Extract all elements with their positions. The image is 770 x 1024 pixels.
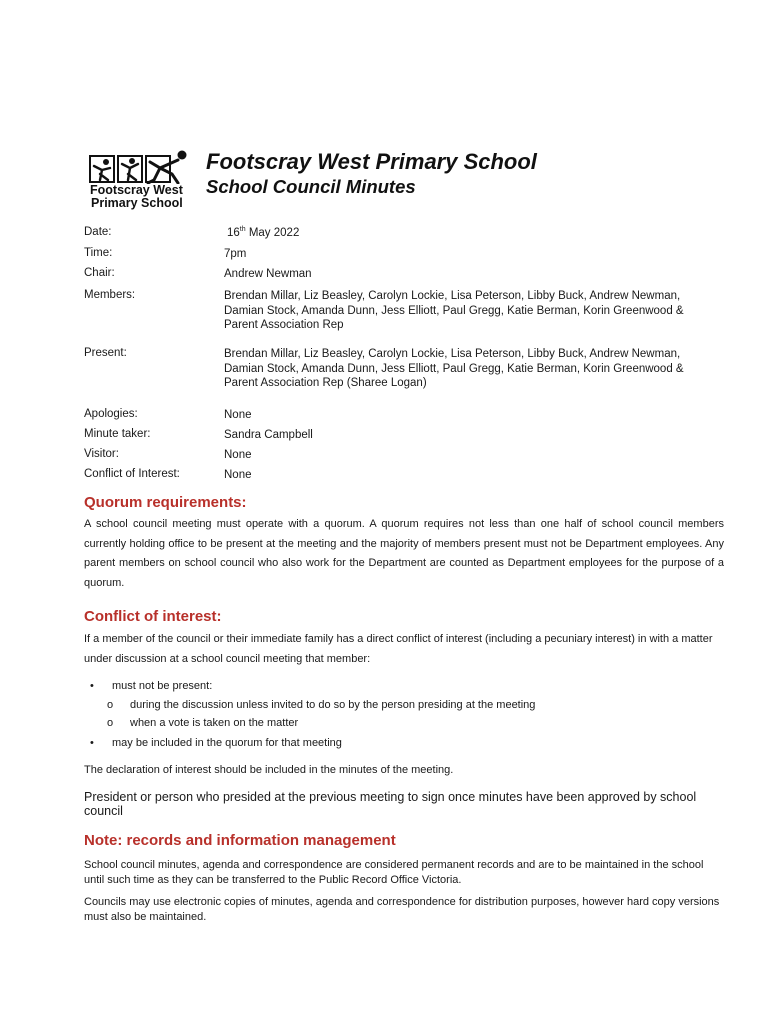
sub-item-1: during the discussion unless invited to do so by the person presiding at the meeting — [130, 699, 536, 711]
visitor-label: Visitor: — [84, 448, 119, 460]
apologies-value: None — [224, 409, 252, 421]
chair-value: Andrew Newman — [224, 268, 312, 280]
sub-item-2: when a vote is taken on the matter — [130, 717, 299, 729]
logo-line-2: Primary School — [91, 196, 183, 210]
chair-label: Chair: — [84, 267, 115, 279]
sub-bullet-icon: o — [107, 699, 114, 711]
logo-text — [90, 184, 183, 210]
minute-taker-label: Minute taker: — [84, 428, 151, 440]
date-value — [227, 226, 707, 241]
conflict-heading: Conflict of interest: — [84, 608, 222, 625]
conflict-value: None — [224, 469, 252, 481]
records-paragraph-1: School council minutes, agenda and correspondence are considered permanent records and are to be maintained in the school until such time as they can be transferred to the Public Record Office Victoria. — [84, 859, 704, 886]
records-heading: Note: records and information management — [84, 832, 396, 849]
date-suffix: th — [239, 226, 246, 234]
president-note: President or person who presided at the previous meeting to sign once minutes have been approved by school council — [84, 790, 697, 818]
records-paragraph-2: Councils may use electronic copies of minutes, agenda and correspondence for distribution purposes, however hard copy versions must also be maintained. — [84, 896, 720, 923]
date-day: 16 — [227, 227, 240, 239]
date-rest: May 2022 — [245, 227, 300, 239]
minute-taker-value: Sandra Campbell — [224, 429, 313, 441]
members-label: Members: — [84, 289, 136, 301]
school-name: Footscray West Primary School — [206, 149, 537, 174]
date-label: Date: — [84, 226, 112, 238]
time-value: 7pm — [224, 248, 247, 260]
members-value: Brendan Millar, Liz Beasley, Carolyn Lockie, Lisa Peterson, Libby Buck, Andrew Newman, Damian Stock, Amanda Dunn, Jess Elliott, Paul Gregg, Katie Berman, Korin Greenwood & Parent Association Rep — [224, 290, 684, 331]
present-label: Present: — [84, 347, 127, 359]
declaration-text: The declaration of interest should be included in the minutes of the meeting. — [84, 764, 454, 776]
conflict-intro: If a member of the council or their immediate family has a direct conflict of interest (including a pecuniary interest) in with a matter under discussion at a school council meeting that member: — [84, 633, 713, 665]
visitor-value: None — [224, 449, 252, 461]
bullet-icon: • — [90, 737, 94, 749]
logo-line-1: Footscray West — [90, 183, 183, 197]
bullet-item-2: may be included in the quorum for that meeting — [112, 737, 342, 749]
quorum-heading: Quorum requirements: — [84, 494, 247, 511]
sub-bullet-icon: o — [107, 717, 114, 729]
conflict-label: Conflict of Interest: — [84, 468, 180, 480]
present-value: Brendan Millar, Liz Beasley, Carolyn Lockie, Lisa Peterson, Libby Buck, Andrew Newman, Damian Stock, Amanda Dunn, Jess Elliott, Paul Gregg, Katie Berman, Korin Greenwood & Parent Association Rep (Sharee Logan) — [224, 348, 684, 389]
quorum-text: A school council meeting must operate with a quorum. A quorum requires not less than one half of school council members currently holding office to be present at the meeting and the majority of members present must not be Department employees. Any parent members on school council who also work for the Department are counted as Department employees for the purpose of a quorum. — [84, 518, 724, 589]
time-label: Time: — [84, 247, 113, 259]
school-logo-icon — [88, 150, 198, 184]
bullet-item-1: must not be present: — [112, 680, 213, 692]
bullet-icon: • — [90, 680, 94, 692]
school-logo — [88, 150, 198, 216]
document-title: School Council Minutes — [206, 176, 416, 197]
apologies-label: Apologies: — [84, 408, 138, 420]
